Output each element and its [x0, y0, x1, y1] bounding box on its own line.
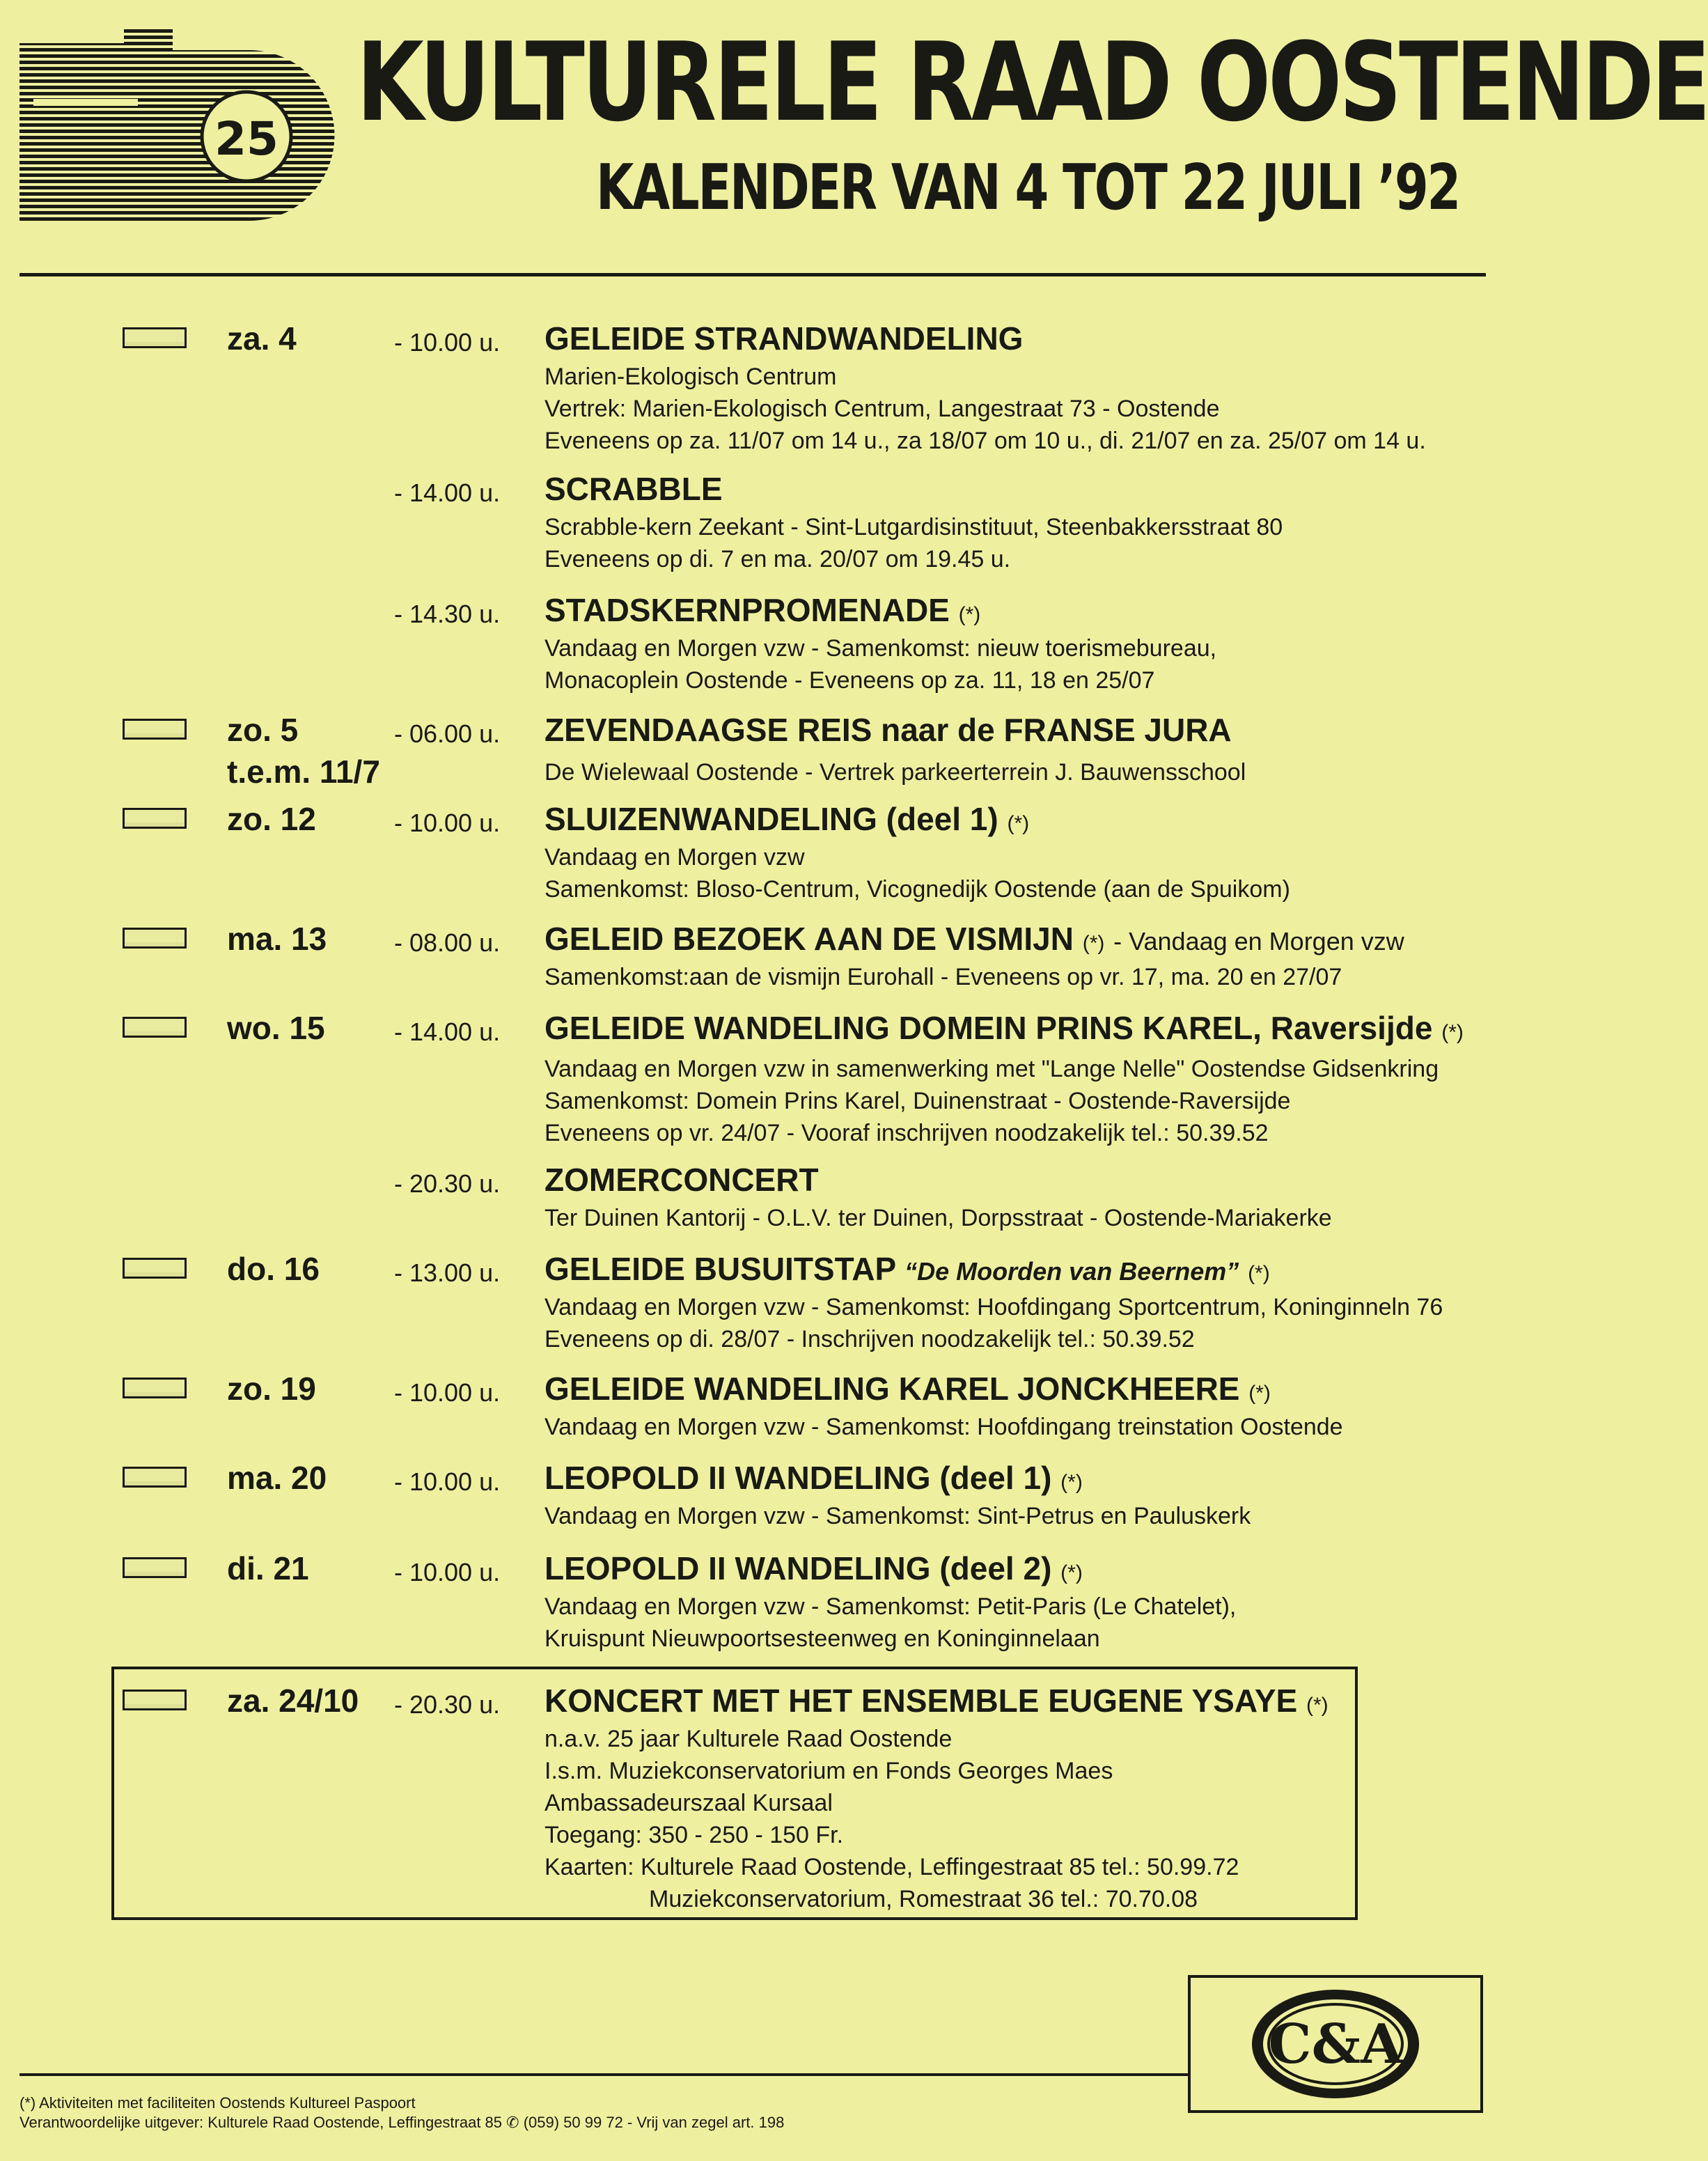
event-title	[544, 471, 723, 507]
event-details	[544, 1591, 1236, 1655]
event-date: ma. 20	[227, 1460, 327, 1496]
event-detail-line: Ambassadeurszaal Kursaal	[544, 1790, 833, 1816]
ca-logo-text: C&A	[1268, 2013, 1403, 2076]
event-title	[544, 1460, 1083, 1501]
event-title	[544, 1010, 1464, 1051]
event-organizer: - Vandaag en Morgen vzw	[1113, 927, 1404, 955]
event-detail-line: n.a.v. 25 jaar Kulturele Raad Oostende	[544, 1726, 953, 1752]
event-details	[544, 841, 1290, 905]
event-detail-line: Samenkomst: Bloso-Centrum, Vicognedijk Oostende (aan de Spuikom)	[544, 876, 1290, 903]
event-detail-line: Vandaag en Morgen vzw - Samenkomst: Hoofdingang Sportcentrum, Koninginneln 76	[544, 1294, 1443, 1320]
event-title-text: GELEIDE WANDELING KAREL JONCKHEERE	[544, 1371, 1240, 1407]
event-details	[544, 632, 1216, 696]
event-detail-line: Vandaag en Morgen vzw - Samenkomst: Petit-Paris (Le Chatelet),	[544, 1593, 1237, 1620]
event-title-text: ZOMERCONCERT	[544, 1162, 819, 1198]
event-checkbox[interactable]	[123, 1258, 187, 1279]
event-detail-line: Toegang: 350 - 250 - 150 Fr.	[544, 1822, 844, 1848]
event-date: do. 16	[227, 1251, 320, 1287]
event-title-text: GELEIDE BUSUITSTAP	[544, 1251, 896, 1287]
ca-logo	[1191, 1978, 1480, 2110]
event-time: - 14.00 u.	[394, 478, 501, 507]
event-details	[544, 1202, 1332, 1234]
paspoort-marker: (*)	[1306, 1694, 1329, 1717]
event-time: - 20.30 u.	[394, 1690, 501, 1719]
event-title-text: GELEIDE WANDELING DOMEIN PRINS KAREL, Raversijde	[544, 1010, 1433, 1046]
event-subtitle: “De Moorden van Beernem”	[904, 1257, 1239, 1286]
event-time: - 08.00 u.	[394, 928, 501, 957]
event-time: - 13.00 u.	[394, 1258, 501, 1287]
event-checkbox[interactable]	[123, 719, 187, 740]
event-time: - 10.00 u.	[394, 809, 501, 837]
event-details	[544, 756, 1246, 788]
event-details	[544, 511, 1283, 575]
event-title	[544, 712, 1232, 748]
calendar-subtitle: KALENDER VAN 4 TOT 22 JULI ’92	[596, 151, 1459, 224]
event-date: zo. 19	[227, 1371, 316, 1407]
event-title	[544, 320, 1023, 357]
paspoort-marker: (*)	[958, 603, 981, 626]
event-title	[544, 1251, 1270, 1292]
paspoort-marker: (*)	[1060, 1561, 1083, 1584]
paspoort-marker: (*)	[1248, 1262, 1270, 1285]
event-date: za. 4	[227, 320, 297, 357]
paspoort-marker: (*)	[1060, 1471, 1083, 1494]
event-detail-line: De Wielewaal Oostende - Vertrek parkeerterrein J. Bauwensschool	[544, 759, 1246, 786]
event-time: - 20.30 u.	[394, 1169, 501, 1198]
event-title-text: LEOPOLD II WANDELING (deel 2)	[544, 1550, 1052, 1586]
event-title	[544, 921, 1404, 962]
event-details	[544, 1411, 1343, 1443]
event-title-text: LEOPOLD II WANDELING (deel 1)	[544, 1460, 1052, 1496]
event-detail-line: Samenkomst: Domein Prins Karel, Duinenstraat - Oostende-Raversijde	[544, 1088, 1291, 1114]
event-title-text: ZEVENDAAGSE REIS naar de FRANSE JURA	[544, 712, 1232, 748]
paspoort-marker: (*)	[1007, 812, 1030, 835]
event-title	[544, 1162, 819, 1198]
event-title-text: KONCERT MET HET ENSEMBLE EUGENE YSAYE	[544, 1683, 1298, 1719]
header-divider	[19, 273, 1486, 276]
event-detail-line: Ter Duinen Kantorij - O.L.V. ter Duinen, Dorpsstraat - Oostende-Mariakerke	[544, 1205, 1332, 1231]
event-date: za. 24/10	[227, 1683, 359, 1719]
event-title	[544, 801, 1029, 842]
event-detail-line: Marien-Ekologisch Centrum	[544, 364, 837, 390]
event-details	[544, 1723, 1239, 1915]
event-detail-line: Eveneens op di. 28/07 - Inschrijven noodzakelijk tel.: 50.39.52	[544, 1326, 1195, 1352]
event-checkbox[interactable]	[123, 928, 187, 949]
event-detail-line: Kaarten: Kulturele Raad Oostende, Leffingestraat 85 tel.: 50.99.72	[544, 1854, 1239, 1880]
event-detail-line: Samenkomst:aan de vismijn Eurohall - Eveneens op vr. 17, ma. 20 en 27/07	[544, 964, 1342, 990]
event-date: zo. 12	[227, 801, 316, 837]
paspoort-marker: (*)	[1082, 932, 1105, 955]
event-checkbox[interactable]	[123, 1017, 187, 1038]
kro-logo	[19, 29, 333, 224]
event-date: wo. 15	[227, 1010, 325, 1046]
event-detail-line: Vandaag en Morgen vzw - Samenkomst: nieuw toerismebureau,	[544, 635, 1217, 662]
event-detail-line: Eveneens op di. 7 en ma. 20/07 om 19.45 u.	[544, 546, 1011, 572]
event-detail-line: Vandaag en Morgen vzw in samenwerking met "Lange Nelle" Oostendse Gidsenkring	[544, 1056, 1439, 1082]
event-detail-line: Vandaag en Morgen vzw	[544, 844, 805, 871]
event-checkbox[interactable]	[123, 1467, 187, 1488]
event-checkbox[interactable]	[123, 1690, 187, 1710]
event-date: di. 21	[227, 1550, 309, 1586]
event-detail-line: Muziekconservatorium, Romestraat 36 tel.: 70.70.08	[649, 1886, 1198, 1912]
event-date: zo. 5	[227, 712, 299, 748]
event-detail-line: Vandaag en Morgen vzw - Samenkomst: Sint-Petrus en Pauluskerk	[544, 1503, 1251, 1529]
event-title-text: GELEIDE STRANDWANDELING	[544, 320, 1024, 357]
event-title	[544, 1371, 1271, 1412]
paspoort-marker: (*)	[1441, 1021, 1464, 1044]
event-date-range: t.e.m. 11/7	[227, 754, 380, 790]
event-checkbox[interactable]	[123, 808, 187, 829]
event-detail-line: Vandaag en Morgen vzw - Samenkomst: Hoofdingang treinstation Oostende	[544, 1414, 1343, 1440]
paspoort-note: (*) Aktiviteiten met faciliteiten Oostends Kultureel Paspoort	[19, 2094, 416, 2112]
event-detail-line: I.s.m. Muziekconservatorium en Fonds Georges Maes	[544, 1758, 1113, 1784]
event-detail-line: Eveneens op za. 11/07 om 14 u., za 18/07 om 10 u., di. 21/07 en za. 25/07 om 14 u.	[544, 428, 1426, 454]
event-detail-line: Eveneens op vr. 24/07 - Vooraf inschrijven noodzakelijk tel.: 50.39.52	[544, 1120, 1269, 1146]
footnote	[19, 2093, 784, 2132]
event-title-text: SCRABBLE	[544, 471, 723, 507]
event-time: - 10.00 u.	[394, 1467, 501, 1496]
event-details	[544, 1500, 1251, 1532]
event-title	[544, 1683, 1329, 1724]
event-title-text: STADSKERNPROMENADE	[544, 592, 950, 628]
event-detail-line: Vertrek: Marien-Ekologisch Centrum, Langestraat 73 - Oostende	[544, 396, 1220, 422]
event-date: ma. 13	[227, 921, 327, 957]
event-title	[544, 592, 980, 633]
event-details	[544, 361, 1426, 457]
event-time: - 10.00 u.	[394, 1378, 501, 1407]
event-title-text: GELEID BEZOEK AAN DE VISMIJN	[544, 921, 1074, 957]
event-detail-line: Scrabble-kern Zeekant - Sint-Lutgardisinstituut, Steenbakkersstraat 80	[544, 514, 1283, 540]
event-details	[544, 961, 1342, 993]
event-details	[544, 1291, 1443, 1355]
event-checkbox[interactable]	[123, 1557, 187, 1578]
event-time: - 14.30 u.	[394, 600, 501, 628]
event-detail-line: Kruispunt Nieuwpoortsesteenweg en Koninginnelaan	[544, 1625, 1100, 1652]
event-title-text: SLUIZENWANDELING (deel 1)	[544, 801, 998, 837]
event-time: - 14.00 u.	[394, 1017, 501, 1046]
paspoort-marker: (*)	[1248, 1382, 1271, 1405]
logo-number: 25	[214, 112, 279, 166]
event-time: - 10.00 u.	[394, 1558, 501, 1586]
event-title	[544, 1550, 1083, 1591]
event-checkbox[interactable]	[123, 327, 187, 348]
event-checkbox[interactable]	[123, 1378, 187, 1398]
event-time: - 06.00 u.	[394, 719, 501, 748]
organization-title: KULTURELE RAAD OOSTENDE	[357, 19, 1708, 146]
event-detail-line: Monacoplein Oostende - Eveneens op za. 11, 18 en 25/07	[544, 667, 1155, 694]
footer-divider	[19, 2073, 1189, 2076]
event-time: - 10.00 u.	[394, 328, 501, 357]
sponsor-box	[1188, 1975, 1483, 2113]
publisher-note: Verantwoordelijke uitgever: Kulturele Raad Oostende, Leffingestraat 85 ✆ (059) 50 99 72 - Vrij van zegel art. 198	[19, 2114, 785, 2131]
event-details	[544, 1053, 1439, 1149]
